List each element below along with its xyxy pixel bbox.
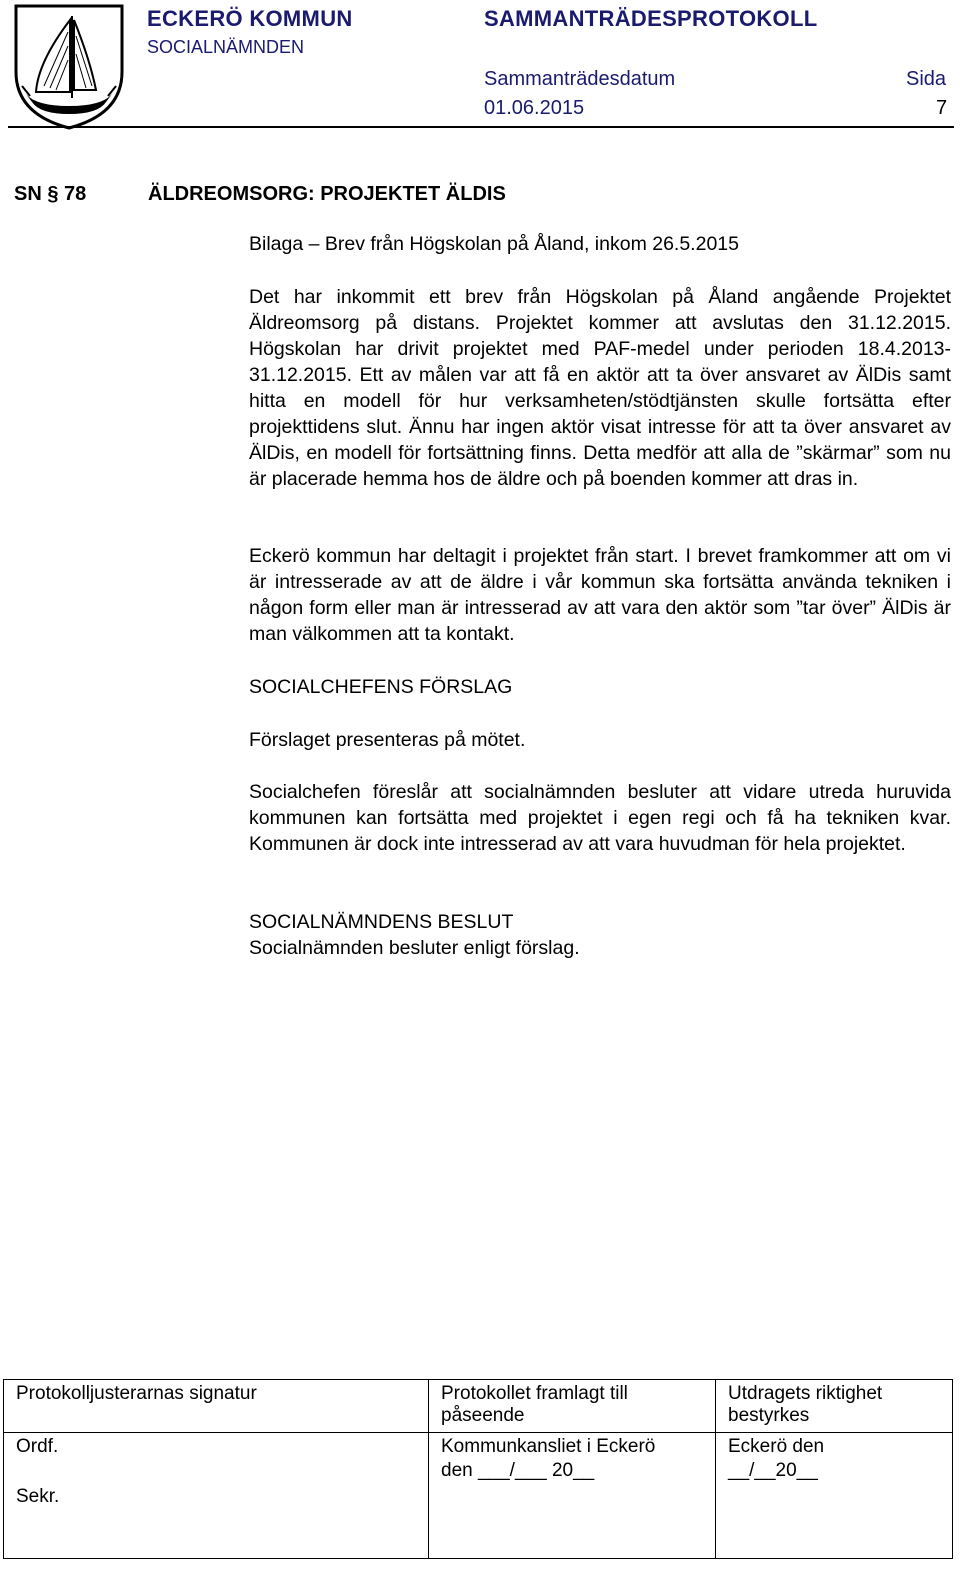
paragraph-participation <box>249 543 951 647</box>
secretary-label: Sekr. <box>16 1486 60 1507</box>
posted-location: Kommunkansliet i Eckerö <box>441 1436 656 1457</box>
signature-cell <box>4 1433 429 1559</box>
meeting-date: 01.06.2015 <box>484 97 585 119</box>
paragraph-text: Det har inkommit ett brev från Högskolan på Åland angående Projektet Äldreomsorg på distans. Projektet kommer att avslutas den 31.12.2015. Högskolan har drivit projektet med PAF-medel under perioden 18.4.2013-31.12.2015. Ett av målen var att få en aktör att ta över ansvaret av ÄlDis samt hitta en modell för hur verksamheten/stödtjänsten skulle fortsätta efter projekttidens slut. Ännu har ingen aktör visat intresse för att ta över ansvaret av ÄlDis, en modell för fortsättning finns. Detta medför att alla de ”skärmar” som nu är placerade hemma hos de äldre och på boenden kommer att dras in. <box>249 286 951 490</box>
certified-cell <box>716 1433 953 1559</box>
chair-label: Ordf. <box>16 1436 59 1457</box>
signature-table <box>3 1379 953 1559</box>
col-signature-header: Protokolljusterarnas signatur <box>4 1380 429 1433</box>
attachment-line <box>249 231 951 257</box>
meeting-date-label: Sammanträdesdatum <box>484 68 676 90</box>
proposal-intro <box>249 727 951 753</box>
certified-location: Eckerö den <box>728 1436 825 1457</box>
ship-coat-of-arms-icon <box>10 2 128 130</box>
paragraph-text: Eckerö kommun har deltagit i projektet från start. I brevet framkommer att om vi är intresserade av att de äldre i vår kommun ska fortsätta använda tekniken i någon form eller man är intresserad av att vara den aktör som ”tar över” ÄlDis är man välkommen att ta kontakt. <box>249 545 951 645</box>
page-label: Sida <box>906 68 947 90</box>
proposal-text <box>249 779 951 857</box>
decision-heading <box>249 909 951 935</box>
decision-text <box>249 935 951 961</box>
attachment-text: Bilaga – Brev från Högskolan på Åland, inkom 26.5.2015 <box>249 233 739 255</box>
proposal-heading <box>249 674 951 700</box>
document-title: SAMMANTRÄDESPROTOKOLL <box>484 6 818 31</box>
municipality-name: ECKERÖ KOMMUN <box>147 6 353 31</box>
header-divider <box>8 126 954 128</box>
col-posted-header: Protokollet framlagt till påseende <box>429 1380 716 1433</box>
heading-text: SOCIALCHEFENS FÖRSLAG <box>249 676 513 698</box>
section-title: ÄLDREOMSORG: PROJEKTET ÄLDIS <box>148 183 506 205</box>
heading-text: SOCIALNÄMNDENS BESLUT <box>249 911 514 933</box>
page-number: 7 <box>936 97 948 119</box>
paragraph-text: Socialchefen föreslår att socialnämnden besluter att vidare utreda huruvida kommunen kan fortsätta med projektet i egen regi och få ha tekniken kvar. Kommunen är dock inte intresserad av att vara huvudman för hela projektet. <box>249 781 951 855</box>
paragraph-text: Förslaget presenteras på mötet. <box>249 729 526 751</box>
section-number: SN § 78 <box>14 183 87 205</box>
certified-date-line: __/__20__ <box>728 1460 818 1481</box>
col-certified-header: Utdragets riktighet bestyrkes <box>716 1380 953 1433</box>
paragraph-text: Socialnämnden besluter enligt förslag. <box>249 937 580 959</box>
posted-date-line: den ___/___ 20__ <box>441 1460 595 1481</box>
posted-cell <box>429 1433 716 1559</box>
paragraph-background <box>249 284 951 492</box>
department-name: SOCIALNÄMNDEN <box>147 37 305 57</box>
